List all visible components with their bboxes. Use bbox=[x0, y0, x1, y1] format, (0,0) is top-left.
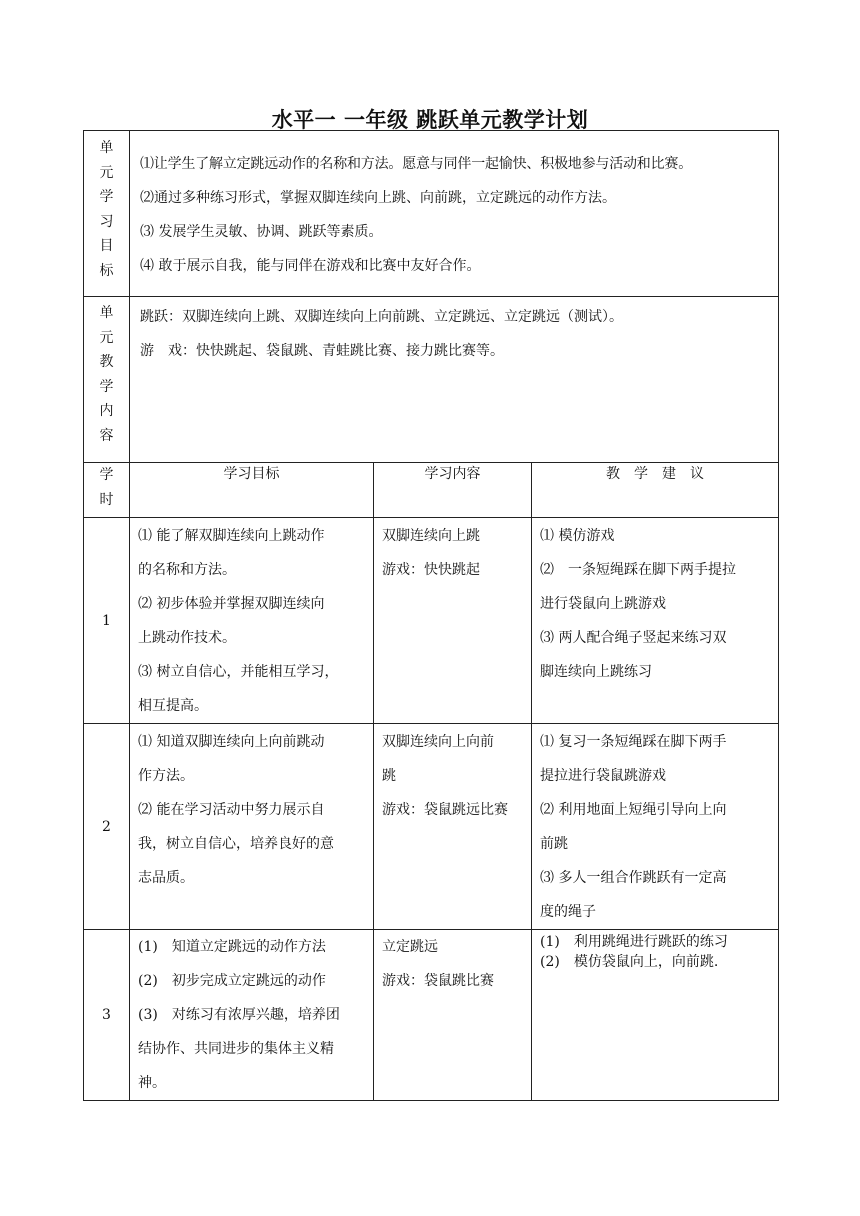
lesson-row bbox=[84, 930, 779, 1101]
hour-header: 学 时 bbox=[84, 463, 130, 518]
unit-content-item: 跳跃：双脚连续向上跳、双脚连续向上向前跳、立定跳远、立定跳远（测试）。 bbox=[140, 309, 623, 325]
unit-content-label: 单 元 教 学 内 容 bbox=[84, 297, 130, 463]
lesson-goal: ⑴ 能了解双脚连续向上跳动作 的名称和方法。 ⑵ 初步体验并掌握双脚连续向 上跳动作技术。 ⑶ 树立自信心，并能相互学习， 相互提高。 bbox=[130, 518, 374, 724]
unit-content-row bbox=[84, 297, 779, 463]
unit-goal-item: ⑵通过多种练习形式，掌握双脚连续向上跳、向前跳，立定跳远的动作方法。 bbox=[140, 190, 616, 206]
lesson-advice: ⑴ 复习一条短绳踩在脚下两手 提拉进行袋鼠跳游戏 ⑵ 利用地面上短绳引导向上向 前跳 ⑶ 多人一组合作跳跃有一定高 度的绳子 bbox=[532, 724, 779, 930]
lesson-row bbox=[84, 518, 779, 724]
document-title: 水平一 一年级 跳跃单元教学计划 bbox=[271, 108, 589, 132]
content-header: 学习内容 bbox=[374, 463, 532, 518]
lesson-advice: (1) 利用跳绳进行跳跃的练习 (2) 模仿袋鼠向上，向前跳. bbox=[532, 930, 779, 1101]
lesson-content: 双脚连续向上跳 游戏：快快跳起 bbox=[374, 518, 532, 724]
unit-content-text bbox=[130, 297, 779, 463]
unit-goal-row bbox=[84, 131, 779, 297]
lesson-header-row bbox=[84, 463, 779, 518]
unit-content-item: 游 戏：快快跳起、袋鼠跳、青蛙跳比赛、接力跳比赛等。 bbox=[140, 343, 504, 359]
unit-goal-item: ⑷ 敢于展示自我，能与同伴在游戏和比赛中友好合作。 bbox=[140, 258, 481, 274]
lesson-hour: 2 bbox=[84, 724, 130, 930]
lesson-goal: (1) 知道立定跳远的动作方法 (2) 初步完成立定跳远的动作 (3) 对练习有浓厚兴趣，培养团 结协作、共同进步的集体主义精 神。 bbox=[130, 930, 374, 1101]
goal-header: 学习目标 bbox=[130, 463, 374, 518]
unit-goal-label: 单 元 学 习 目 标 bbox=[84, 131, 130, 297]
unit-goal-text bbox=[130, 131, 779, 297]
lesson-content: 立定跳远 游戏：袋鼠跳比赛 bbox=[374, 930, 532, 1101]
lesson-goal: ⑴ 知道双脚连续向上向前跳动 作方法。 ⑵ 能在学习活动中努力展示自 我，树立自信心，培养良好的意 志品质。 bbox=[130, 724, 374, 930]
unit-plan-table bbox=[83, 130, 779, 1101]
advice-header: 教 学 建 议 bbox=[532, 463, 779, 518]
lesson-content: 双脚连续向上向前 跳 游戏：袋鼠跳远比赛 bbox=[374, 724, 532, 930]
unit-goal-item: ⑴让学生了解立定跳远动作的名称和方法。愿意与同伴一起愉快、积极地参与活动和比赛。 bbox=[140, 156, 692, 172]
lesson-hour: 3 bbox=[84, 930, 130, 1101]
lesson-advice: ⑴ 模仿游戏 ⑵ 一条短绳踩在脚下两手提拉 进行袋鼠向上跳游戏 ⑶ 两人配合绳子竖起来练习双 脚连续向上跳练习 bbox=[532, 518, 779, 724]
lesson-hour: 1 bbox=[84, 518, 130, 724]
unit-goal-item: ⑶ 发展学生灵敏、协调、跳跃等素质。 bbox=[140, 224, 383, 240]
lesson-row bbox=[84, 724, 779, 930]
